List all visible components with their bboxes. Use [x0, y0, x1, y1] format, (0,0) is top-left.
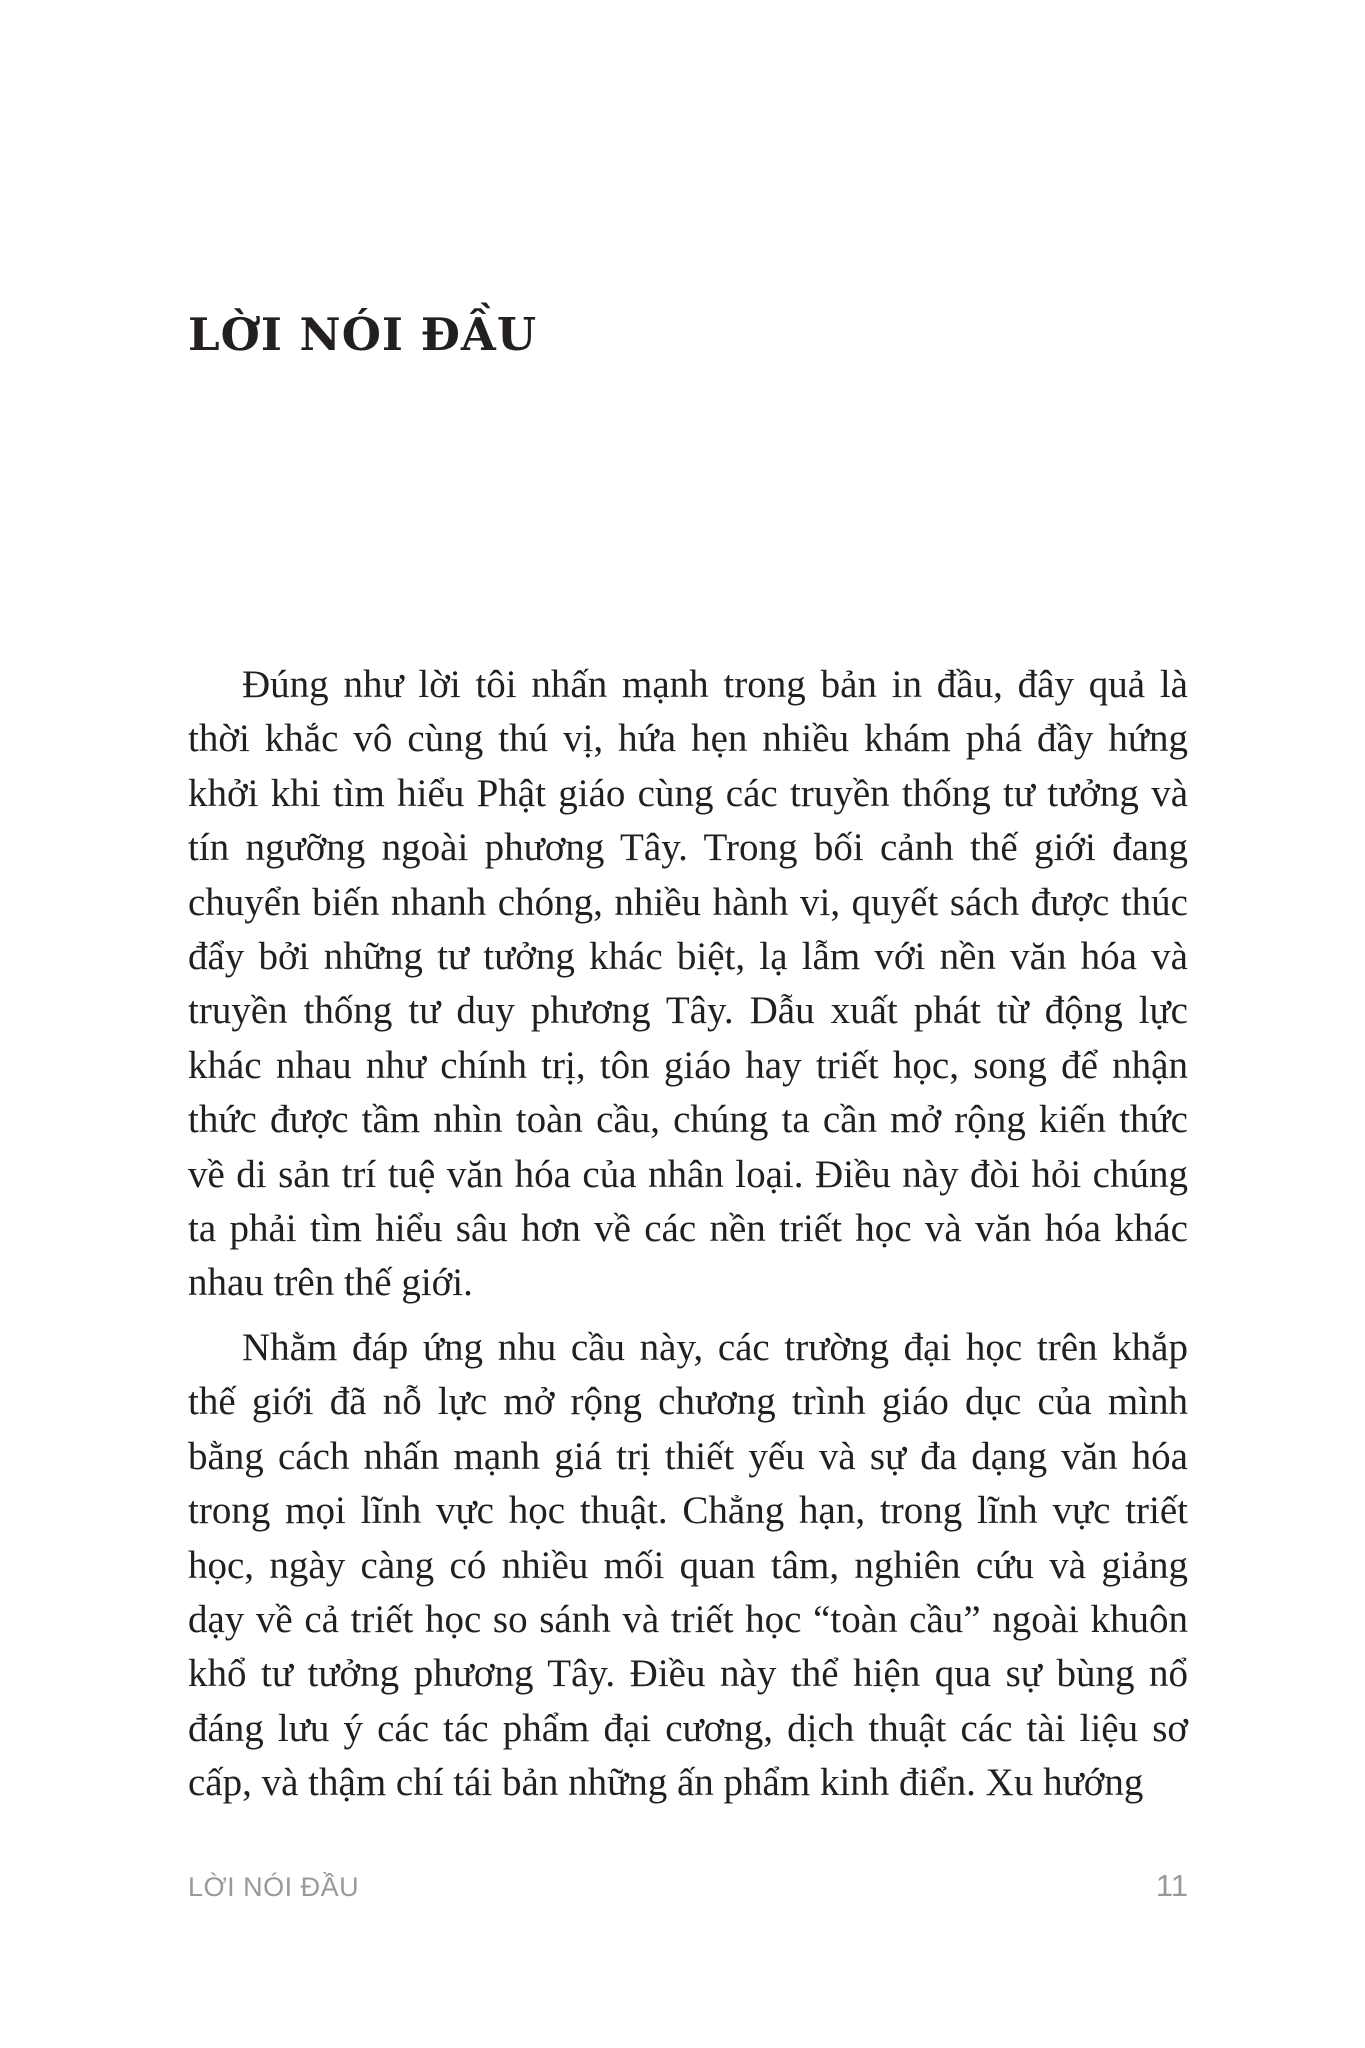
page-number: 11 — [1155, 1868, 1188, 1903]
paragraph: Đúng như lời tôi nhấn mạnh trong bản in đầu, đây quả là thời khắc vô cùng thú vị, hứa hẹn nhiều khám phá đầy hứng khởi khi tìm hiểu Phật giáo cùng các truyền thống tư tưởng và tín ngưỡng ngoài phương Tây. Trong bối cảnh thế giới đang chuyển biến nhanh chóng, nhiều hành vi, quyết sách được thúc đẩy bởi những tư tưởng khác biệt, lạ lẫm với nền văn hóa và truyền thống tư duy phương Tây. Dẫu xuất phát từ động lực khác nhau như chính trị, tôn giáo hay triết học, song để nhận thức được tầm nhìn toàn cầu, chúng ta cần mở rộng kiến thức về di sản trí tuệ văn hóa của nhân loại. Điều này đòi hỏi chúng ta phải tìm hiểu sâu hơn về các nền triết học và văn hóa khác nhau trên thế giới. — [188, 663, 1188, 1305]
running-footer-title: LỜI NÓI ĐẦU — [188, 1872, 360, 1902]
chapter-title: LỜI NÓI ĐẦU — [188, 308, 538, 361]
body-text — [188, 658, 1188, 1821]
paragraph: Nhằm đáp ứng nhu cầu này, các trường đại học trên khắp thế giới đã nỗ lực mở rộng chương trình giáo dục của mình bằng cách nhấn mạnh giá trị thiết yếu và sự đa dạng văn hóa trong mọi lĩnh vực học thuật. Chẳng hạn, trong lĩnh vực triết học, ngày càng có nhiều mối quan tâm, nghiên cứu và giảng dạy về cả triết học so sánh và triết học “toàn cầu” ngoài khuôn khổ tư tưởng phương Tây. Điều này thể hiện qua sự bùng nổ đáng lưu ý các tác phẩm đại cương, dịch thuật các tài liệu sơ cấp, và thậm chí tái bản những ấn phẩm kinh điển. Xu hướng — [188, 1325, 1188, 1805]
